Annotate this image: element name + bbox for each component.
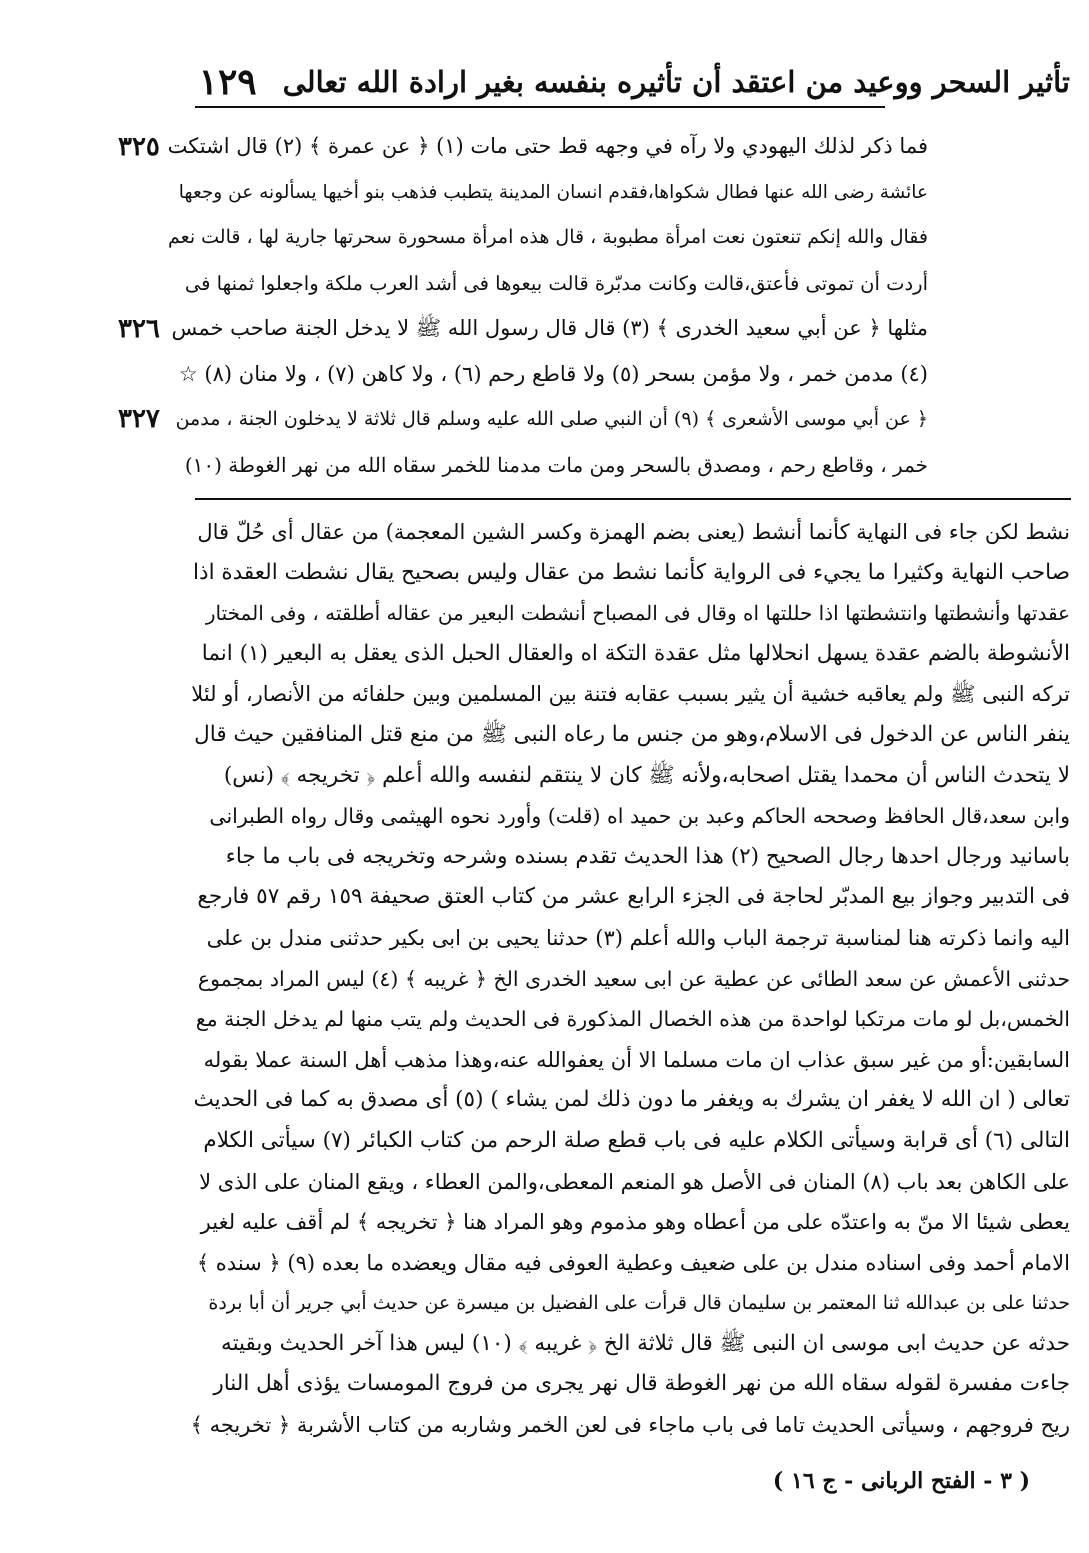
footnote-line: حدثه عن حديث ابى موسى ان النبى ﷺ قال ثلاثة الخ ﴿ غريبه ﴾ (١٠) ليس هذا آخر الحديث وبقيته — [221, 1330, 1070, 1356]
footnote-line: لا يتحدث الناس أن محمدا يقتل اصحابه،ولأنه ﷺ كان لا ينتقم لنفسه والله أعلم ﴿ تخريجه ﴾ (نس) — [223, 762, 1070, 788]
footnote-line: التالى (٦) أى قرابة وسيأتى الكلام عليه فى باب قطع صلة الرحم من كتاب الكبائر (٧) سيأتى الكلام — [203, 1127, 1070, 1153]
main-text-line: مثلها ﴿ عن أبي سعيد الخدرى ﴾ (٣) قال قال رسول الله ﷺ لا يدخل الجنة صاحب خمس — [171, 316, 928, 340]
footnote-line: الخمس،بل لو مات مرتكبا لواحدة من هذه الخصال المذكورة فى الحديث ولم يتب منها لم يدخل الجنة مع — [195, 1007, 1070, 1032]
footnote-line: جاءت مفسرة لقوله سقاه الله من نهر الغوطة قال نهر يجرى من فروج المومسات يؤذى أهل النار — [213, 1371, 1070, 1397]
footnote-line: ريح فروجهم ، وسيأتى الحديث تاما فى باب ماجاء فى لعن الخمر وشاربه من كتاب الأشربة ﴿ تخريجه ﴾ — [190, 1413, 1070, 1438]
footnote-line: باسانيد ورجال احدها رجال الصحيح (٢) هذا الحديث تقدم بسنده وشرحه وتخريجه فى باب ما جاء — [225, 843, 1070, 869]
footnote-line: عقدتها وأنشطتها وانتشطتها اذا حللتها اه وقال فى المصباح أنشطت البعير من عقاله أطلقته ، وفى المختار — [205, 601, 1070, 626]
main-text-line: ﴿ عن أبي موسى الأشعرى ﴾ (٩) أن النبي صلى الله عليه وسلم قال ثلاثة لا يدخلون الجنة ، مدمن — [175, 408, 928, 430]
page-number: ١٢٩ — [198, 61, 257, 103]
footnote-line: السابقين:أو من غير سبق عذاب ان مات مسلما الا أن يعفوالله عنه،وهذا مذهب أهل السنة عملا بقوله — [203, 1047, 1070, 1072]
footnote-line: وابن سعد،قال الحافظ وصححه الحاكم وعبد بن حميد اه (قلت) وأورد نحوه الهيثمى وقال رواه الطبرانى — [209, 804, 1070, 829]
footnote-line: ينفر الناس عن الدخول فى الاسلام،وهو من جنس ما رعاه النبى ﷺ من منع قتل المنافقين حيث قال — [194, 721, 1070, 747]
hadith-number: ٣٢٦ — [118, 314, 160, 344]
footnote-line: اليه وانما ذكرته هنا لمناسبة ترجمة الباب والله أعلم (٣) حدثنا يحيى بن ابى بكير حدثنى مندل بن على — [206, 925, 1070, 950]
footnote-line: حدثنى الأعمش عن سعد الطائى عن عطية عن ابى سعيد الخدرى الخ ﴿ غريبه ﴾ (٤) ليس المراد بمجموع — [197, 966, 1070, 991]
page-header — [190, 52, 1070, 112]
footnote-line: تعالى ( ان الله لا يغفر ان يشرك به ويغفر ما دون ذلك لمن يشاء ) (٥) أى مصدق به كما فى الحديث — [193, 1087, 1070, 1113]
footnote-line: فى التدبير وجواز بيع المدبّر لحاجة فى الجزء الرابع عشر من كتاب العتق صحيفة ١٥٩ رقم ٥٧ فارجع — [197, 884, 1070, 910]
footnote-line: حدثنا على بن عبدالله ثنا المعتمر بن سليمان قال قرأت على الفضيل بن ميسرة عن حديث أبي جرير أن أبا بردة — [208, 1292, 1070, 1315]
main-text-line: عائشة رضى الله عنها فطال شكواها،فقدم انسان المدينة يتطبب فذهب بنو أخيها يسألونه عن وجعها — [178, 181, 928, 203]
footnote-divider — [195, 498, 1071, 500]
footnote-line: على الكاهن بعد باب (٨) المنان فى الأصل هو المنعم المعطى،والمن العطاء ، ويقع المنان على الذى لا — [199, 1169, 1070, 1194]
footnote-line: يعطى شيئا الا منّ به واعتدّه على من أعطاه وهو مذموم وهو المراد هنا ﴿ تخريجه ﴾ لم أقف عليه لغير — [200, 1210, 1070, 1235]
main-text-line: (٤) مدمن خمر ، ولا مؤمن بسحر (٥) ولا قاطع رحم (٦) ، ولا كاهن (٧) ، ولا منان (٨) ☆ — [178, 361, 928, 386]
footnote-line: الأنشوطة بالضم عقدة يسهل انحلالها مثل عقدة التكة اه والعقال الحبل الذى يعقل به البعير (١) انما — [201, 640, 1070, 666]
signature-footer: ( ٣ - الفتح الربانى - ج ١٦ ) — [772, 1468, 1030, 1494]
running-title: تأثير السحر ووعيد من اعتقد أن تأثيره بنفسه بغير ارادة الله تعالى — [282, 65, 1070, 99]
main-text-line: خمر ، وقاطع رحم ، ومصدق بالسحر ومن مات مدمنا للخمر سقاه الله من نهر الغوطة (١٠) — [184, 452, 928, 477]
footnote-line: نشط لكن جاء فى النهاية كأنما أنشط (يعنى بضم الهمزة وكسر الشين المعجمة) من عقال أى حُلّ قال — [197, 520, 1070, 544]
main-text-line: فقال والله إنكم تنعتون نعت امرأة مطبوبة ، قال هذه امرأة مسحورة سحرتها جارية لها ، قالت نعم — [168, 226, 928, 248]
footnote-line: صاحب النهاية وكثيرا ما يجيء فى الرواية كأنما نشط من عقال وليس بصحيح يقال نشطت العقدة اذا — [193, 559, 1070, 585]
hadith-number: ٣٢٧ — [118, 404, 160, 434]
footnote-line: تركه النبى ﷺ ولم يعاقبه خشية أن يثير بسبب عقابه فتنة بين المسلمين وبين حلفائه من الأنصار، أو لئلا — [191, 682, 1070, 707]
main-text-line: أردت أن تموتى فأعتق،قالت وكانت مدبّرة قالت بيعوها فى أشد العرب ملكة واجعلوا ثمنها فى — [184, 271, 928, 295]
hadith-number: ٣٢٥ — [118, 132, 160, 162]
footnotes — [190, 512, 1070, 1446]
footnote-line: الامام أحمد وفى اسناده مندل بن على ضعيف وعطية العوفى فيه مقال ويعضده ما بعده (٩) ﴿ سنده ﴾ — [196, 1250, 1070, 1275]
main-text-line: فما ذكر لذلك اليهودي ولا رآه في وجهه قط حتى مات (١) ﴿ عن عمرة ﴾ (٢) قال اشتكت — [168, 134, 928, 158]
header-divider — [195, 106, 885, 108]
main-text — [168, 124, 928, 488]
